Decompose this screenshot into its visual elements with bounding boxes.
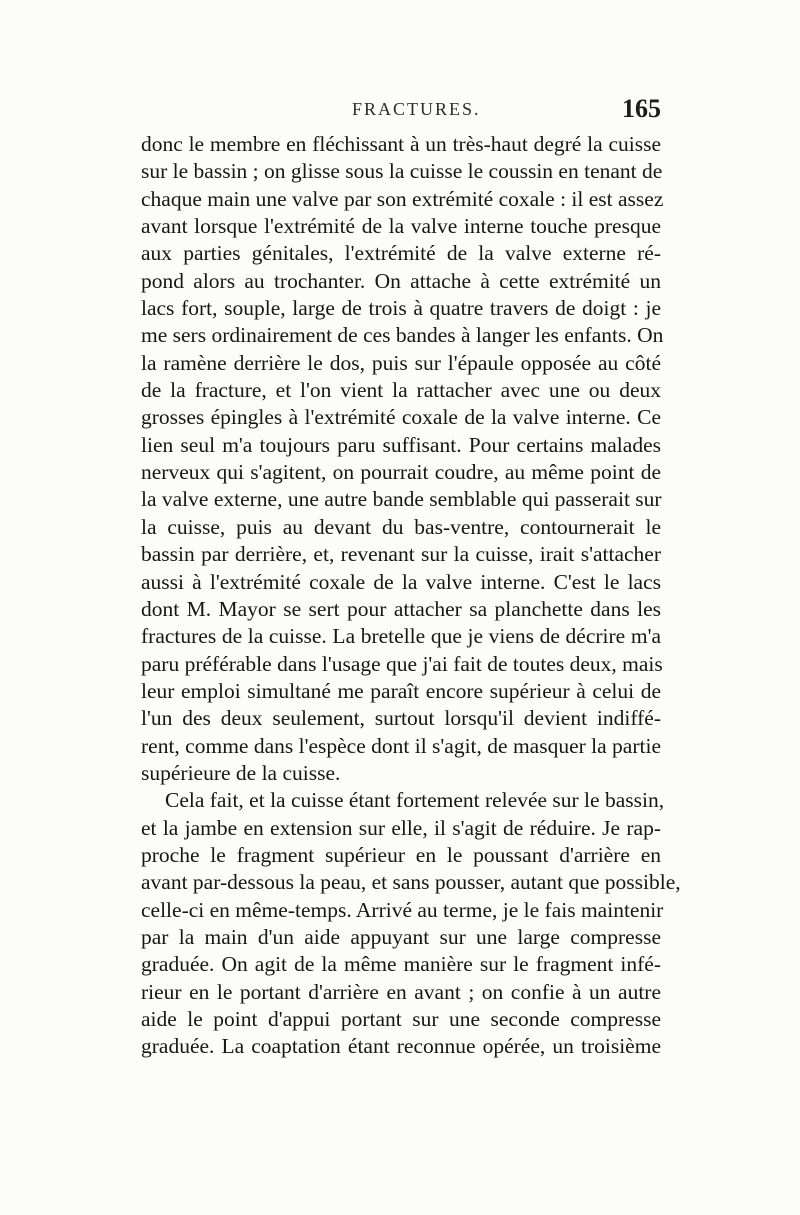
text-line: rent, comme dans l'espèce dont il s'agit, de masquer la partie [141,733,661,758]
text-line: graduée. La coaptation étant reconnue opérée, un troisième [141,1034,661,1059]
text-line: chaque main une valve par son extrémité coxale : il est assez [141,186,664,211]
text-line: la valve externe, une autre bande semblable qui passerait sur [141,487,662,512]
text-line: bassin par derrière, et, revenant sur la cuisse, irait s'attacher [141,542,661,567]
text-line: aide le point d'appui portant sur une seconde compresse [141,1007,661,1031]
text-line: grosses épingles à l'extrémité coxale de la valve interne. Ce [141,405,661,430]
text-line: sur le bassin ; on glisse sous la cuisse le coussin en tenant de [141,159,663,184]
running-head [0,94,800,129]
text-line: nerveux qui s'agitent, on pourrait coudre, au même point de [141,460,661,485]
text-line: avant par-dessous la peau, et sans pousser, autant que possible, [141,870,681,895]
text-line: et la jambe en extension sur elle, il s'agit de réduire. Je rap- [141,815,661,840]
text-line: avant lorsque l'extrémité de la valve interne touche presque [141,214,661,239]
text-line: celle-ci en même-temps. Arrivé au terme, je le fais maintenir [141,897,664,922]
text-line: aussi à l'extrémité coxale de la valve interne. C'est le lacs [141,569,661,594]
text-line: de la fracture, et l'on vient la rattacher avec une ou deux [141,378,661,403]
text-line: l'un des deux seulement, surtout lorsqu'il devient indiffé- [141,706,661,731]
paragraph-2 [141,787,681,1060]
page-number: 165 [622,94,661,123]
text-line: aux parties génitales, l'extrémité de la valve externe ré- [141,241,661,266]
paragraph-1 [141,131,664,787]
text-line: par la main d'un aide appuyant sur une large compresse [141,924,661,949]
text-line: fractures de la cuisse. La bretelle que je viens de décrire m'a [141,624,661,649]
body-text [141,131,681,1061]
text-line: leur emploi simultané me paraît encore supérieur à celui de [141,678,661,703]
text-line: supérieure de la cuisse. [141,760,341,785]
running-title: FRACTURES. [352,99,481,119]
text-line: la cuisse, puis au devant du bas-ventre, contournerait le [141,514,661,539]
text-line: pond alors au trochanter. On attache à cette extrémité un [141,268,661,293]
text-line: graduée. On agit de la même manière sur le fragment infé- [141,952,661,977]
text-line: dont M. Mayor se sert pour attacher sa planchette dans les [141,596,661,621]
text-line: lacs fort, souple, large de trois à quatre travers de doigt : je [141,296,661,321]
text-line: proche le fragment supérieur en le poussant d'arrière en [141,842,661,867]
text-line: lien seul m'a toujours paru suffisant. Pour certains malades [141,432,661,457]
text-line: Cela fait, et la cuisse étant fortement relevée sur le bassin, [165,788,665,813]
text-line: paru préférable dans l'usage que j'ai fait de toutes deux, mais [141,651,663,676]
text-line: rieur en le portant d'arrière en avant ; on confie à un autre [141,979,661,1004]
text-line: donc le membre en fléchissant à un très-haut degré la cuisse [141,132,661,156]
text-line: la ramène derrière le dos, puis sur l'épaule opposée au côté [141,350,661,375]
text-line: me sers ordinairement de ces bandes à langer les enfants. On [141,323,664,348]
